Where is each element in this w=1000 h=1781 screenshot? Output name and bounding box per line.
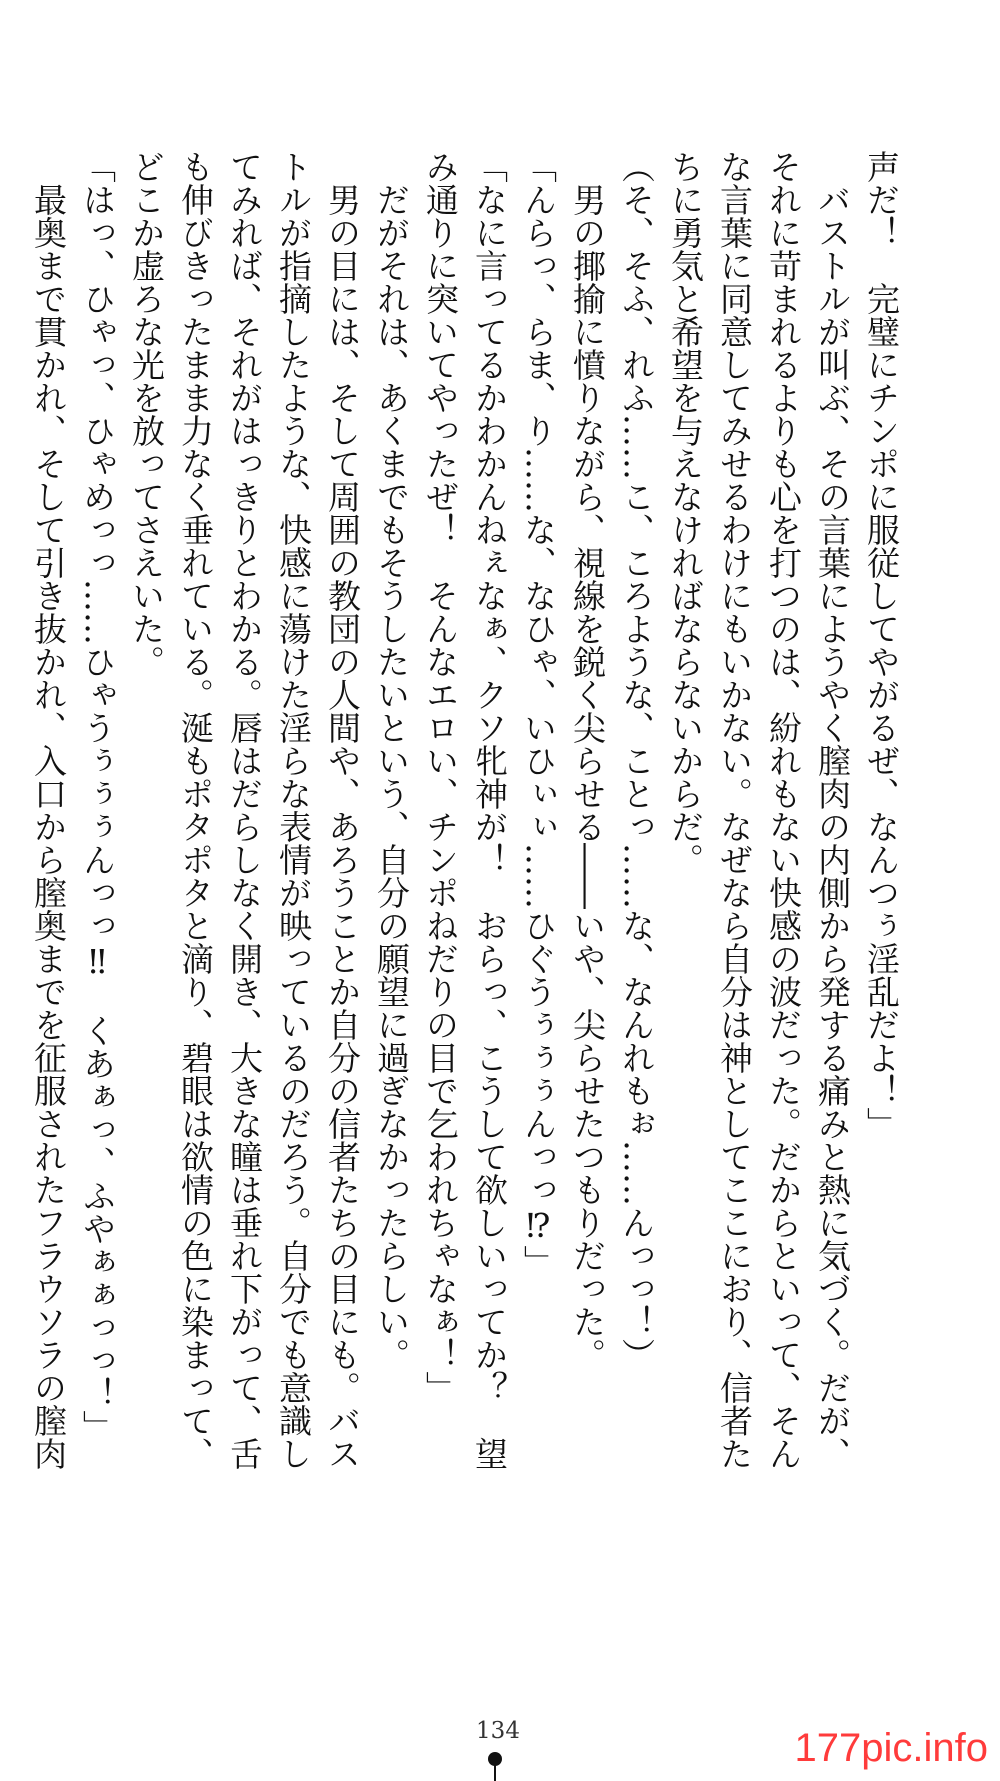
watermark: 177pic.info — [794, 1726, 988, 1770]
text-line: 「なに言ってるかわかんねぇなぁ、クソ牝神が！ おらっ、こうして欲しいってか？ 望 — [470, 150, 509, 1470]
text-line: 男の揶揄に憤りながら、視線を鋭く尖らせる――いや、尖らせたつもりだった。 — [568, 150, 607, 1371]
text-line: どこか虚ろな光を放ってさえいた。 — [127, 150, 166, 678]
text-line: 「んらっ、らま、り……な、なひゃ、いひぃぃ……ひぐうぅぅぅんっっ⁉」 — [519, 150, 558, 1278]
vertical-text-body — [24, 150, 906, 1470]
text-line: 最奥まで貫かれ、そして引き抜かれ、入口から膣奥までを征服されたフラウソラの膣肉 — [29, 150, 68, 1470]
text-line: 男の目には、そして周囲の教団の人間や、あろうことか自分の信者たちの目にも。バス — [323, 150, 362, 1470]
text-line: それに苛まれるよりも心を打つのは、紛れもない快感の波だった。だからといって、そん — [764, 150, 803, 1470]
page-marker-line — [494, 1765, 496, 1781]
page-marker-dot-icon — [488, 1752, 502, 1766]
text-line: トルが指摘したような、快感に蕩けた淫らな表情が映っているのだろう。自分でも意識し — [274, 150, 313, 1470]
text-line: （そ、そふ、れふ……こ、ころような、ことっ……な、なんれもぉ……んっっ！） — [617, 150, 656, 1371]
text-line: み通りに突いてやったぜ！ そんなエロい、チンポねだりの目で乞われちゃなぁ！」 — [421, 150, 460, 1404]
text-line: 「はっ、ひゃっ、ひゃめっっ……ひゃうぅぅぅんっっ‼ くあぁっ、ふやぁぁっっ！」 — [78, 150, 117, 1443]
page-number: 134 — [476, 1718, 520, 1744]
text-line: だがそれは、あくまでもそうしたいという、自分の願望に過ぎなかったらしい。 — [372, 150, 411, 1371]
text-line: バストルが叫ぶ、その言葉にようやく膣肉の内側から発する痛みと熱に気づく。だが、 — [813, 150, 852, 1470]
text-line: も伸びきったまま力なく垂れている。涎もポタポタと滴り、碧眼は欲情の色に染まって、 — [176, 150, 215, 1470]
text-line: な言葉に同意してみせるわけにもいかない。なぜなら自分は神としてここにおり、信者た — [715, 150, 754, 1470]
text-line: てみれば、それがはっきりとわかる。唇はだらしなく開き、大きな瞳は垂れ下がって、舌 — [225, 150, 264, 1470]
text-line: 声だ！ 完璧にチンポに服従してやがるぜ、なんつぅ淫乱だよ！」 — [862, 150, 901, 1140]
text-line: ちに勇気と希望を与えなければならないからだ。 — [666, 150, 705, 876]
